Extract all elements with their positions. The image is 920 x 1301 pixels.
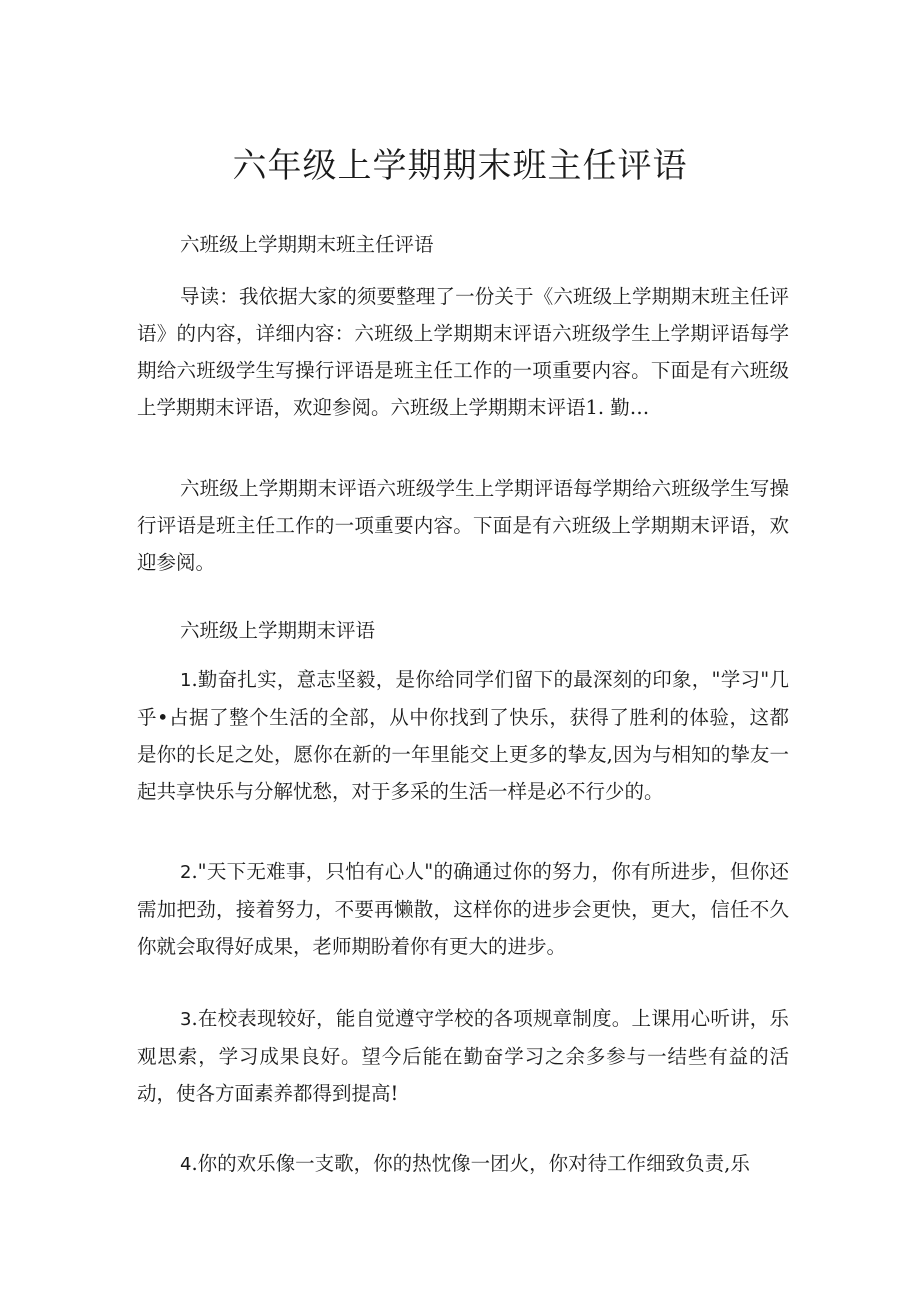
comment-number: 2 [180,862,192,883]
comment-number: 3 [180,1009,192,1030]
comment-text: ."天下无难事，只怕有心人"的确通过你的努力，你有所进步，但你还需加把劲，接着努力，不要再懒散，这样你的进步会更快，更大，信任不久你就会取得好成果，老师期盼着你有更大的进步。 [137,860,789,958]
comment-item-3 [137,1000,789,1112]
comment-text: .你的欢乐像一支歌，你的热忱像一团火，你对待工作细致负责,乐 [191,1152,750,1175]
section-heading: 六班级上学期期末评语 [180,619,376,642]
comment-item-1 [137,661,789,810]
comment-text: .勤奋扎实，意志坚毅，是你给同学们留下的最深刻的印象，"学习"几乎•占据了整个生活的全部，从中你找到了快乐，获得了胜利的体验，这都是你的长足之处，愿你在新的一年里能交上更多的挚友,因为与相知的挚友一起共享快乐与分解忧愁，对于多采的生活一样是必不行少的。 [137,668,789,803]
comment-text: .在校表现较好，能自觉遵守学校的各项规章制度。上课用心听讲，乐观思索，学习成果良好。望今后能在勤奋学习之余多参与一结些有益的活动，使各方面素养都得到提高! [137,1007,789,1105]
summary-paragraph: 六班级上学期期末评语六班级学生上学期评语每学期给六班级学生写操行评语是班主任工作的一项重要内容。下面是有六班级上学期期末评语，欢迎参阅。 [137,477,789,574]
comment-item-2 [137,853,789,965]
subtitle-paragraph: 六班级上学期期末班主任评语 [180,233,434,256]
comment-number: 1 [180,670,192,691]
comment-number: 4 [180,1154,192,1175]
comment-item-4 [137,1145,789,1183]
intro-paragraph: 导读：我依据大家的须要整理了一份关于《六班级上学期期末班主任评语》的内容，详细内容：六班级上学期期末评语六班级学生上学期评语每学期给六班级学生写操行评语是班主任工作的一项重要内容。下面是有六班级上学期期末评语，欢迎参阅。六班级上学期期末评语1. 勤… [137,285,789,419]
document-title: 六年级上学期期末班主任评语 [232,146,688,186]
